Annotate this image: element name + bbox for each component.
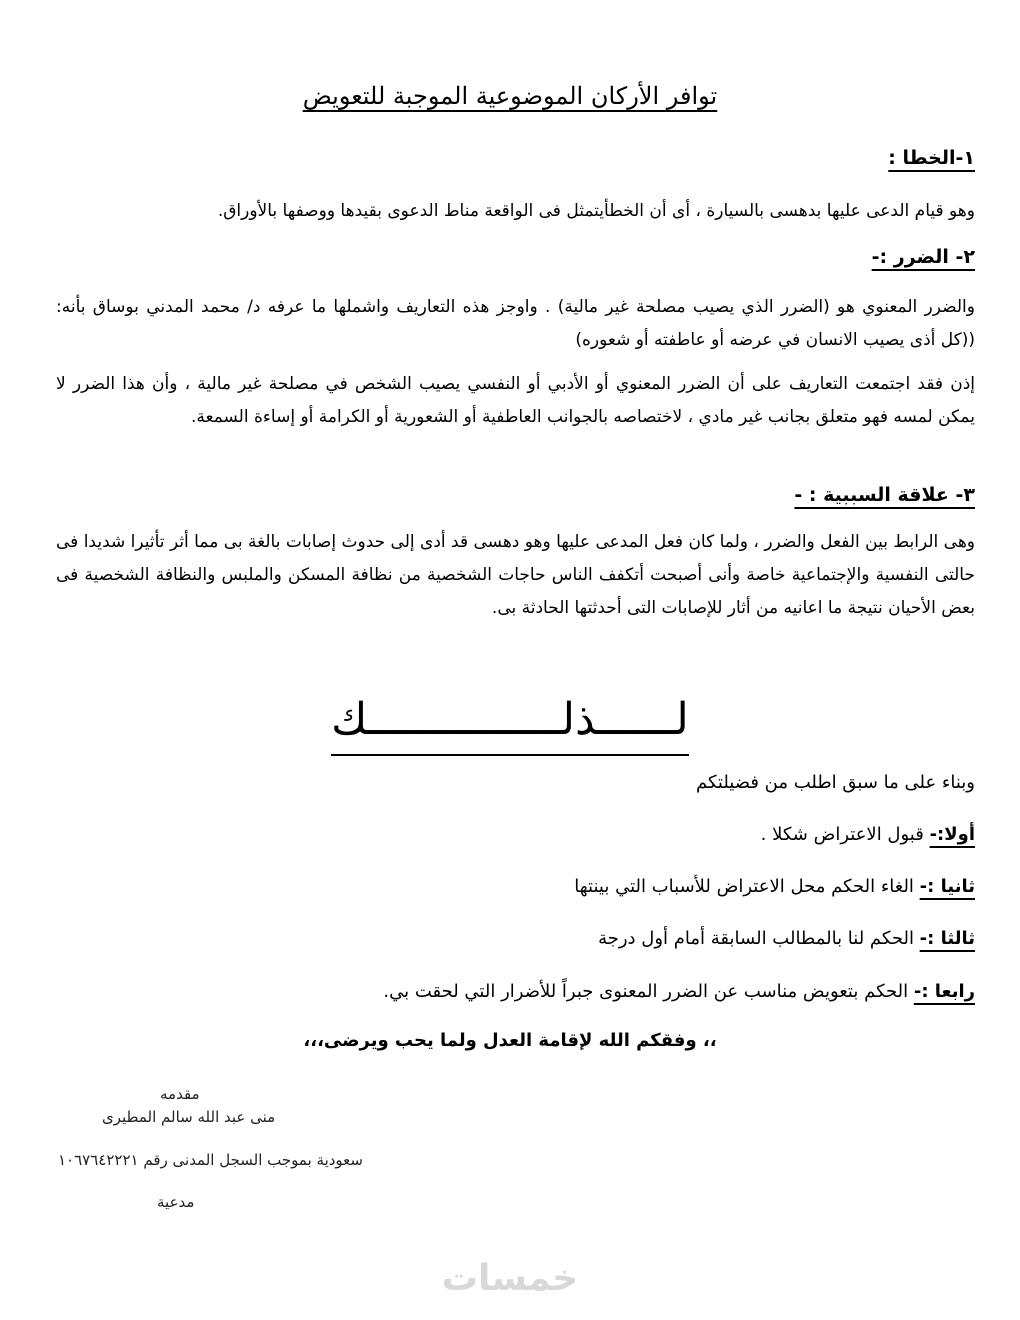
signature-id-line: سعودية بموجب السجل المدنى رقم ١٠٦٧٦٤٢٢٢١	[58, 1151, 363, 1169]
request-item-4	[383, 981, 975, 1002]
section-damage-paragraph-2: إذن فقد اجتمعت التعاريف على أن الضرر المعنوي أو الأدبي أو النفسي يصيب الشخص في مصلحة غير مالية ، وأن هذا الضرر لا يمكن لمسه فهو متعلق بجانب غير مادي ، لاختصاصه بالجوانب العاطفية أو الشعورية أو الكرامة أو إساءة السمعة.	[56, 374, 975, 427]
section-damage-paragraph-1: والضرر المعنوي هو (الضرر الذي يصيب مصلحة غير مالية) . واوجز هذه التعاريف واشملها ما عرفه د/ محمد المدني بوساق بأنه: ((كل أذى يصيب الانسان في عرضه أو عاطفته أو شعوره)	[56, 297, 975, 350]
closing-prayer: ،، وفقكم الله لإقامة العدل ولما يحب ويرضى،،،	[303, 1030, 717, 1051]
request-text: الحكم لنا بالمطالب السابقة أمام أول درجة	[598, 928, 920, 949]
section-heading-damage: ٢- الضرر :-	[871, 246, 975, 268]
request-text: الغاء الحكم محل الاعتراض للأسباب التي بينتها	[574, 876, 920, 897]
conclusion-heading: لــــــذلـــــــــــــــك	[0, 690, 1020, 756]
signature-role: مدعية	[157, 1193, 195, 1211]
request-label: ثانيا :-	[919, 876, 975, 897]
request-label: رابعا :-	[913, 981, 975, 1002]
section-heading-causation: ٣- علاقة السببية : -	[794, 484, 975, 506]
request-item-1	[761, 824, 975, 845]
request-label: ثالثا :-	[919, 928, 975, 949]
document-title: توافر الأركان الموضوعية الموجبة للتعويض	[302, 82, 718, 110]
section-fault-paragraph: وهو قيام الدعى عليها بدهسى بالسيارة ، أى أن الخطأيتمثل فى الواقعة مناط الدعوى بقيدها ووصفها بالأوراق.	[217, 201, 975, 221]
requests-intro: وبناء على ما سبق اطلب من فضيلتكم	[695, 772, 975, 793]
request-label: أولا:-	[929, 824, 975, 845]
signature-name: منى عبد الله سالم المطيرى	[102, 1108, 276, 1126]
request-item-2	[574, 876, 975, 897]
signature-submitted-by: مقدمه	[160, 1085, 200, 1103]
section-heading-fault: ١-الخطا :	[888, 147, 975, 169]
section-causation-paragraph: وهى الرابط بين الفعل والضرر ، ولما كان فعل المدعى عليها وهو دهسى قد أدى إلى حدوث إصابات بالغة بى مما أثر تأثيرا شديدا فى حالتى النفسية والإجتماعية خاصة وأنى أصبحت أتكفف الناس حاجات الشخصية من نظافة المسكن والملبس والنظافة الشخصية فى بعض الأحيان نتيجة ما اعانيه من أثار للإصابات التى أحدثتها الحادثة بى.	[56, 532, 975, 618]
request-item-3	[598, 928, 975, 949]
request-text: قبول الاعتراض شكلا .	[760, 824, 930, 845]
watermark-logo: خمسات	[441, 1258, 579, 1299]
request-text: الحكم بتعويض مناسب عن الضرر المعنوى جبراً للأضرار التي لحقت بي.	[383, 981, 914, 1002]
